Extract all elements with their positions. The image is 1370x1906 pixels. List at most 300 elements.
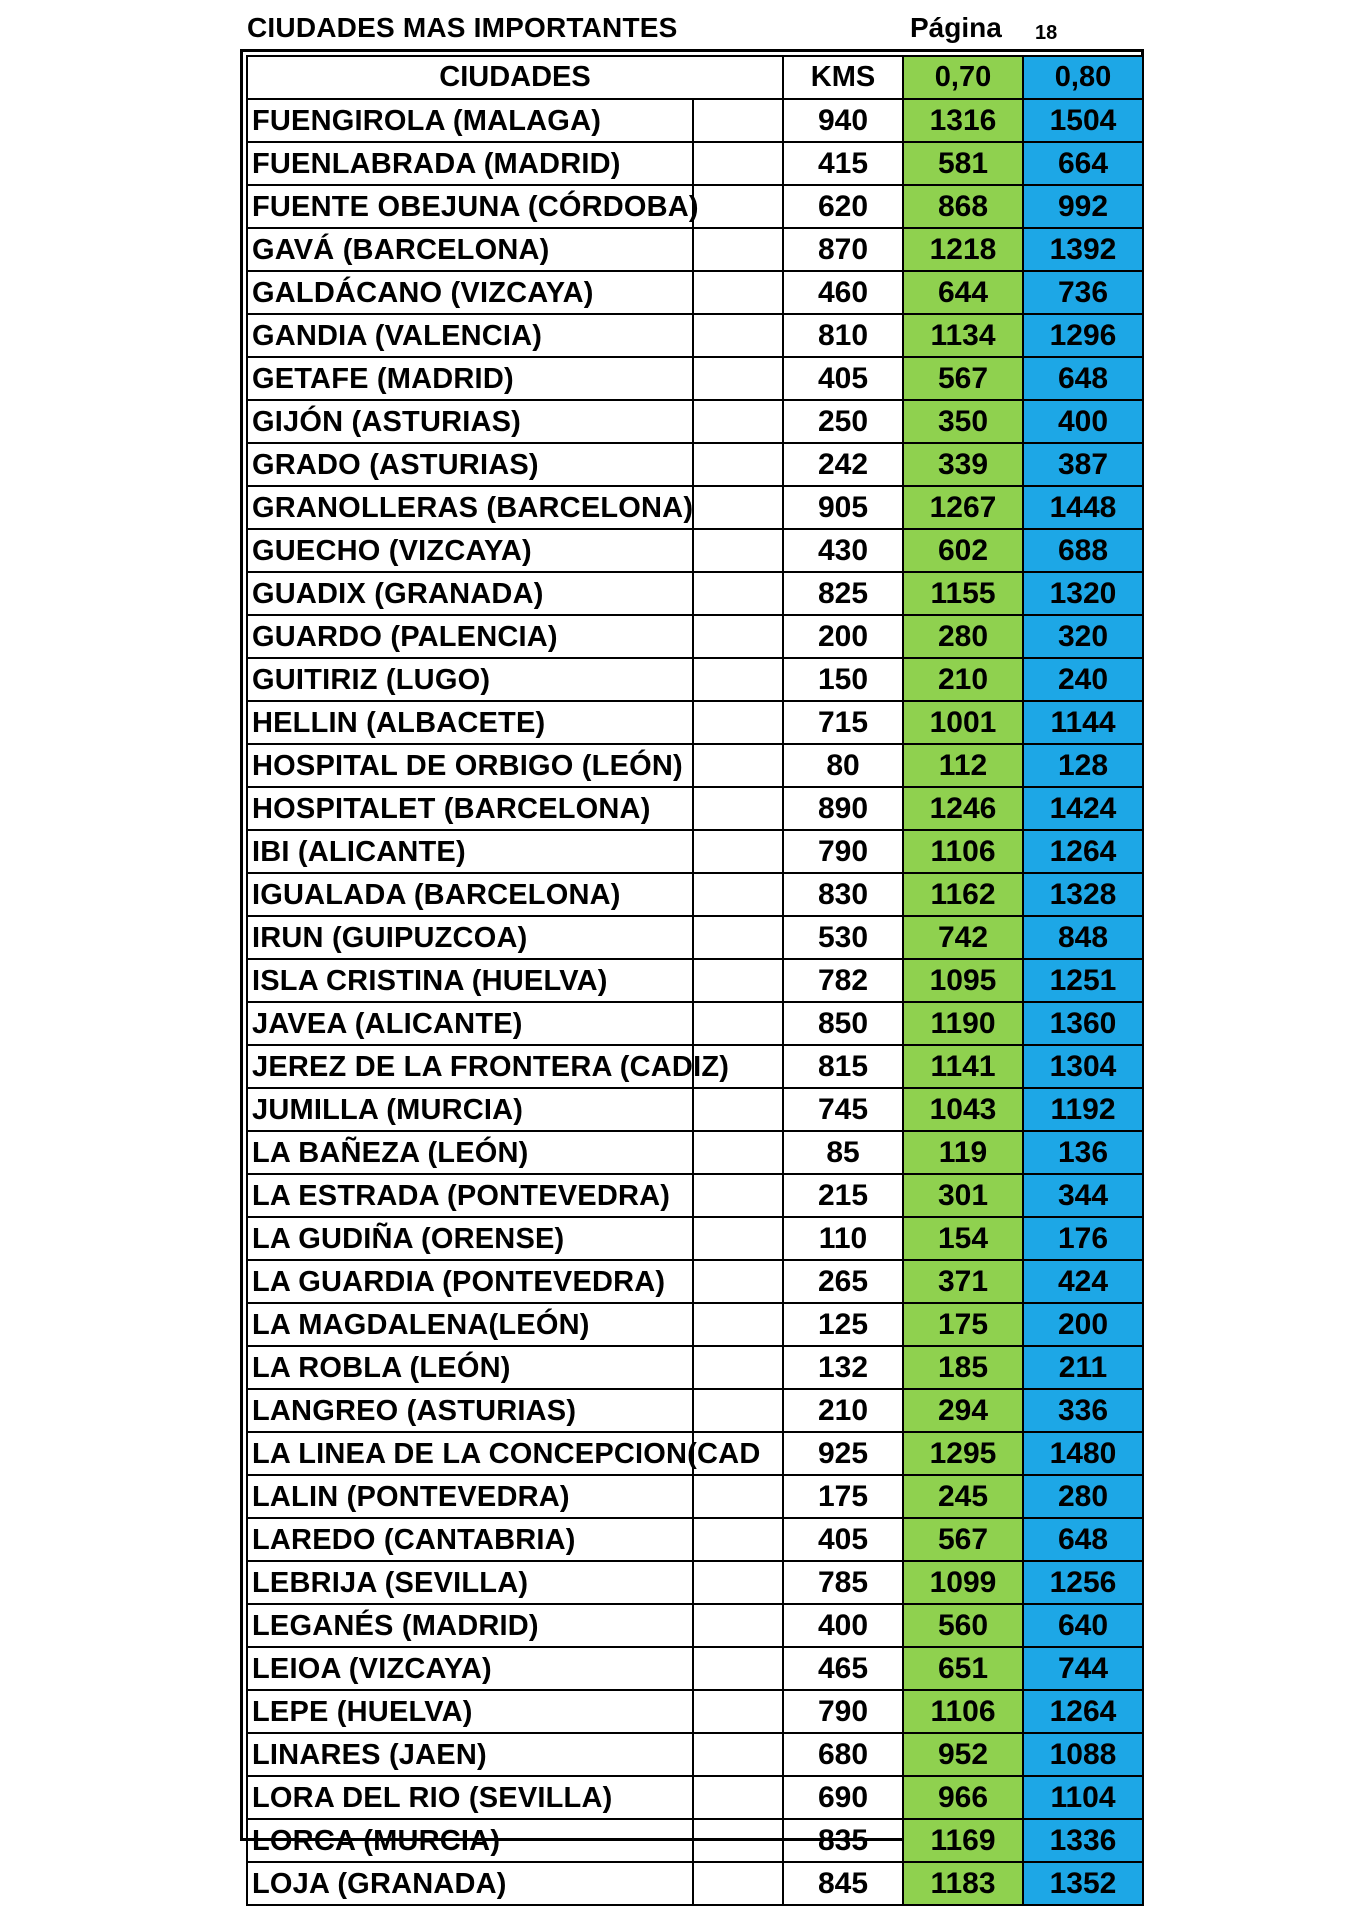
kms-cell: 845 [783, 1862, 903, 1905]
city-name: LEGANÉS (MADRID) [252, 1609, 539, 1642]
city-name: HOSPITAL DE ORBIGO (LEÓN) [252, 749, 683, 782]
rate-070-cell: 1183 [903, 1862, 1023, 1905]
city-cell [247, 1389, 693, 1432]
blank-cell [693, 959, 783, 1002]
blank-cell [693, 1733, 783, 1776]
rate-080-cell: 1480 [1023, 1432, 1143, 1475]
blank-cell [693, 1475, 783, 1518]
city-cell [247, 1647, 693, 1690]
city-cell [247, 1690, 693, 1733]
blank-cell [693, 830, 783, 873]
blank-cell [693, 357, 783, 400]
city-cell [247, 1260, 693, 1303]
blank-cell [693, 271, 783, 314]
city-cell [247, 1819, 693, 1862]
blank-cell [693, 486, 783, 529]
city-cell [247, 1131, 693, 1174]
rate-080-cell: 320 [1023, 615, 1143, 658]
rate-080-cell: 1320 [1023, 572, 1143, 615]
blank-cell [693, 142, 783, 185]
rate-080-cell: 1264 [1023, 830, 1143, 873]
table-row [247, 271, 1143, 314]
rate-070-cell: 644 [903, 271, 1023, 314]
rate-070-cell: 651 [903, 1647, 1023, 1690]
rate-080-cell: 1304 [1023, 1045, 1143, 1088]
blank-cell [693, 1088, 783, 1131]
rate-070-cell: 210 [903, 658, 1023, 701]
city-cell [247, 142, 693, 185]
city-name: HOSPITALET (BARCELONA) [252, 792, 651, 825]
city-cell [247, 1346, 693, 1389]
rate-080-cell: 1192 [1023, 1088, 1143, 1131]
city-name: GRANOLLERAS (BARCELONA) [252, 491, 694, 524]
header-kms: KMS [783, 56, 903, 99]
city-name: LALIN (PONTEVEDRA) [252, 1480, 570, 1513]
kms-cell: 460 [783, 271, 903, 314]
rate-070-cell: 371 [903, 1260, 1023, 1303]
rate-070-cell: 602 [903, 529, 1023, 572]
rate-070-cell: 301 [903, 1174, 1023, 1217]
rate-070-cell: 966 [903, 1776, 1023, 1819]
rate-080-cell: 736 [1023, 271, 1143, 314]
rate-070-cell: 1095 [903, 959, 1023, 1002]
city-cell [247, 744, 693, 787]
city-name: GIJÓN (ASTURIAS) [252, 405, 522, 438]
blank-cell [693, 1647, 783, 1690]
rate-070-cell: 1316 [903, 99, 1023, 142]
blank-cell [693, 1690, 783, 1733]
city-name: LINARES (JAEN) [252, 1738, 487, 1771]
table-row [247, 572, 1143, 615]
rate-070-cell: 1295 [903, 1432, 1023, 1475]
rate-080-cell: 1256 [1023, 1561, 1143, 1604]
table-row [247, 615, 1143, 658]
city-cell [247, 830, 693, 873]
city-cell [247, 916, 693, 959]
table-row [247, 486, 1143, 529]
blank-cell [693, 572, 783, 615]
rate-070-cell: 294 [903, 1389, 1023, 1432]
blank-cell [693, 1217, 783, 1260]
header-rate-080: 0,80 [1023, 56, 1143, 99]
city-cell [247, 1604, 693, 1647]
kms-cell: 830 [783, 873, 903, 916]
rate-070-cell: 280 [903, 615, 1023, 658]
blank-cell [693, 99, 783, 142]
kms-cell: 242 [783, 443, 903, 486]
rate-080-cell: 640 [1023, 1604, 1143, 1647]
table-row [247, 443, 1143, 486]
city-name: GUARDO (PALENCIA) [252, 620, 558, 653]
rate-070-cell: 1134 [903, 314, 1023, 357]
table-row [247, 1346, 1143, 1389]
city-cell [247, 658, 693, 701]
rate-070-cell: 245 [903, 1475, 1023, 1518]
blank-cell [693, 400, 783, 443]
table-row [247, 1862, 1143, 1905]
rate-080-cell: 387 [1023, 443, 1143, 486]
kms-cell: 825 [783, 572, 903, 615]
rate-080-cell: 664 [1023, 142, 1143, 185]
city-name: JUMILLA (MURCIA) [252, 1093, 524, 1126]
kms-cell: 620 [783, 185, 903, 228]
rate-080-cell: 136 [1023, 1131, 1143, 1174]
table-row [247, 658, 1143, 701]
blank-cell [693, 701, 783, 744]
table-row [247, 142, 1143, 185]
kms-cell: 810 [783, 314, 903, 357]
city-name: IGUALADA (BARCELONA) [252, 878, 621, 911]
city-cell [247, 1518, 693, 1561]
table-row [247, 1131, 1143, 1174]
city-name: GUITIRIZ (LUGO) [252, 663, 491, 696]
city-name: GALDÁCANO (VIZCAYA) [252, 276, 594, 309]
city-name: LANGREO (ASTURIAS) [252, 1394, 577, 1427]
rate-080-cell: 648 [1023, 1518, 1143, 1561]
table-row [247, 1174, 1143, 1217]
kms-cell: 530 [783, 916, 903, 959]
kms-cell: 415 [783, 142, 903, 185]
city-cell [247, 1475, 693, 1518]
blank-cell [693, 1561, 783, 1604]
table-row [247, 228, 1143, 271]
city-cell [247, 529, 693, 572]
table-row [247, 99, 1143, 142]
kms-cell: 790 [783, 830, 903, 873]
distance-table [246, 55, 1144, 1906]
city-cell [247, 1002, 693, 1045]
rate-080-cell: 1336 [1023, 1819, 1143, 1862]
table-row [247, 830, 1143, 873]
table-row [247, 1647, 1143, 1690]
city-cell [247, 1432, 761, 1475]
table-row [247, 400, 1143, 443]
city-cell [247, 1303, 693, 1346]
rate-080-cell: 1328 [1023, 873, 1143, 916]
blank-cell [693, 615, 783, 658]
page-header [247, 10, 1147, 50]
city-cell [247, 486, 693, 529]
city-name: GUADIX (GRANADA) [252, 577, 544, 610]
city-name: LEBRIJA (SEVILLA) [252, 1566, 529, 1599]
city-cell [247, 615, 693, 658]
blank-cell [693, 1346, 783, 1389]
city-name: LA GUARDIA (PONTEVEDRA) [252, 1265, 666, 1298]
rate-080-cell: 240 [1023, 658, 1143, 701]
kms-cell: 890 [783, 787, 903, 830]
table-row [247, 1518, 1143, 1561]
city-cell [247, 1561, 693, 1604]
city-name: FUENTE OBEJUNA (CÓRDOBA) [252, 190, 699, 223]
rate-070-cell: 1043 [903, 1088, 1023, 1131]
city-name: GETAFE (MADRID) [252, 362, 514, 395]
city-cell [247, 443, 693, 486]
blank-cell [693, 1131, 783, 1174]
kms-cell: 465 [783, 1647, 903, 1690]
city-name: LA GUDIÑA (ORENSE) [252, 1222, 565, 1255]
table-row [247, 357, 1143, 400]
city-cell [247, 271, 693, 314]
rate-080-cell: 1448 [1023, 486, 1143, 529]
rate-070-cell: 1190 [903, 1002, 1023, 1045]
table-row [247, 1260, 1143, 1303]
rate-080-cell: 1296 [1023, 314, 1143, 357]
rate-080-cell: 424 [1023, 1260, 1143, 1303]
city-name: LA BAÑEZA (LEÓN) [252, 1136, 529, 1169]
city-name: IRUN (GUIPUZCOA) [252, 921, 528, 954]
city-cell [247, 314, 693, 357]
rate-070-cell: 1218 [903, 228, 1023, 271]
table-body [247, 99, 1143, 1905]
rate-080-cell: 176 [1023, 1217, 1143, 1260]
kms-cell: 430 [783, 529, 903, 572]
city-cell [247, 787, 693, 830]
rate-070-cell: 1099 [903, 1561, 1023, 1604]
rate-080-cell: 1360 [1023, 1002, 1143, 1045]
city-cell [247, 400, 693, 443]
table-row [247, 1217, 1143, 1260]
kms-cell: 400 [783, 1604, 903, 1647]
blank-cell [693, 1389, 783, 1432]
kms-cell: 110 [783, 1217, 903, 1260]
table-row [247, 1002, 1143, 1045]
city-cell [247, 873, 693, 916]
rate-070-cell: 1106 [903, 830, 1023, 873]
kms-cell: 132 [783, 1346, 903, 1389]
kms-cell: 680 [783, 1733, 903, 1776]
kms-cell: 850 [783, 1002, 903, 1045]
kms-cell: 125 [783, 1303, 903, 1346]
rate-070-cell: 567 [903, 1518, 1023, 1561]
city-cell [247, 1733, 693, 1776]
kms-cell: 905 [783, 486, 903, 529]
rate-070-cell: 350 [903, 400, 1023, 443]
blank-cell [693, 185, 783, 228]
city-name: LA LINEA DE LA CONCEPCION(CAD [252, 1437, 761, 1470]
blank-cell [693, 873, 783, 916]
city-cell [247, 1776, 693, 1819]
city-cell [247, 1088, 693, 1131]
kms-cell: 940 [783, 99, 903, 142]
city-cell [247, 99, 693, 142]
table-row [247, 1819, 1143, 1862]
blank-cell [693, 529, 783, 572]
table-row [247, 529, 1143, 572]
rate-080-cell: 1104 [1023, 1776, 1143, 1819]
table-row [247, 1088, 1143, 1131]
table-row [247, 314, 1143, 357]
table-row [247, 1045, 1143, 1088]
city-cell [247, 1174, 693, 1217]
header-cities: CIUDADES [247, 56, 783, 99]
city-name: LEIOA (VIZCAYA) [252, 1652, 492, 1685]
blank-cell [693, 1862, 783, 1905]
table-row [247, 959, 1143, 1002]
table-row [247, 873, 1143, 916]
rate-080-cell: 211 [1023, 1346, 1143, 1389]
blank-cell [693, 443, 783, 486]
kms-cell: 785 [783, 1561, 903, 1604]
kms-cell: 925 [783, 1432, 903, 1475]
city-name: IBI (ALICANTE) [252, 835, 466, 868]
table-row [247, 1776, 1143, 1819]
city-name: FUENGIROLA (MALAGA) [252, 104, 602, 137]
blank-cell [693, 1819, 783, 1862]
city-cell [247, 959, 693, 1002]
blank-cell [693, 1604, 783, 1647]
city-cell [247, 1862, 693, 1905]
city-cell [247, 1217, 693, 1260]
blank-cell [693, 1174, 783, 1217]
rate-080-cell: 344 [1023, 1174, 1143, 1217]
blank-cell [693, 787, 783, 830]
rate-070-cell: 1267 [903, 486, 1023, 529]
city-name: LOJA (GRANADA) [252, 1867, 507, 1900]
blank-cell [693, 1303, 783, 1346]
rate-070-cell: 1106 [903, 1690, 1023, 1733]
table-row [247, 185, 1143, 228]
kms-cell: 715 [783, 701, 903, 744]
city-cell [247, 228, 693, 271]
rate-080-cell: 1352 [1023, 1862, 1143, 1905]
rate-070-cell: 1001 [903, 701, 1023, 744]
city-name: LEPE (HUELVA) [252, 1695, 473, 1728]
kms-cell: 250 [783, 400, 903, 443]
city-name: LAREDO (CANTABRIA) [252, 1523, 576, 1556]
rate-070-cell: 185 [903, 1346, 1023, 1389]
table-row [247, 1733, 1143, 1776]
rate-070-cell: 560 [903, 1604, 1023, 1647]
rate-070-cell: 112 [903, 744, 1023, 787]
city-name: FUENLABRADA (MADRID) [252, 147, 621, 180]
rate-080-cell: 1504 [1023, 99, 1143, 142]
rate-070-cell: 175 [903, 1303, 1023, 1346]
city-cell [247, 357, 693, 400]
rate-070-cell: 868 [903, 185, 1023, 228]
rate-080-cell: 1392 [1023, 228, 1143, 271]
blank-cell [693, 314, 783, 357]
rate-080-cell: 1088 [1023, 1733, 1143, 1776]
rate-080-cell: 688 [1023, 529, 1143, 572]
blank-cell [693, 228, 783, 271]
rate-070-cell: 1169 [903, 1819, 1023, 1862]
kms-cell: 745 [783, 1088, 903, 1131]
rate-070-cell: 567 [903, 357, 1023, 400]
rate-070-cell: 1162 [903, 873, 1023, 916]
kms-cell: 215 [783, 1174, 903, 1217]
kms-cell: 790 [783, 1690, 903, 1733]
rate-070-cell: 154 [903, 1217, 1023, 1260]
table-row [247, 916, 1143, 959]
header-rate-070: 0,70 [903, 56, 1023, 99]
kms-cell: 690 [783, 1776, 903, 1819]
rate-080-cell: 200 [1023, 1303, 1143, 1346]
document-title: CIUDADES MAS IMPORTANTES [247, 12, 678, 43]
rate-080-cell: 280 [1023, 1475, 1143, 1518]
table-row [247, 701, 1143, 744]
rate-080-cell: 992 [1023, 185, 1143, 228]
blank-cell [693, 1518, 783, 1561]
table-row [247, 1389, 1143, 1432]
rate-080-cell: 1424 [1023, 787, 1143, 830]
kms-cell: 175 [783, 1475, 903, 1518]
rate-070-cell: 1155 [903, 572, 1023, 615]
table-row [247, 1432, 1143, 1475]
rate-080-cell: 1251 [1023, 959, 1143, 1002]
city-cell [247, 701, 693, 744]
kms-cell: 85 [783, 1131, 903, 1174]
city-cell [247, 572, 693, 615]
city-name: ISLA CRISTINA (HUELVA) [252, 964, 608, 997]
kms-cell: 150 [783, 658, 903, 701]
rate-080-cell: 1264 [1023, 1690, 1143, 1733]
rate-080-cell: 744 [1023, 1647, 1143, 1690]
table-row [247, 787, 1143, 830]
kms-cell: 405 [783, 357, 903, 400]
city-name: HELLIN (ALBACETE) [252, 706, 546, 739]
city-name: LA ESTRADA (PONTEVEDRA) [252, 1179, 671, 1212]
blank-cell [693, 1776, 783, 1819]
table-row [247, 1561, 1143, 1604]
table-row [247, 1604, 1143, 1647]
kms-cell: 80 [783, 744, 903, 787]
page-number: 18 [1035, 22, 1058, 44]
city-name: LA ROBLA (LEÓN) [252, 1351, 511, 1384]
city-cell [247, 185, 699, 228]
city-cell [247, 1045, 730, 1088]
city-name: LA MAGDALENA(LEÓN) [252, 1308, 590, 1341]
blank-cell [693, 916, 783, 959]
city-name: GRADO (ASTURIAS) [252, 448, 539, 481]
kms-cell: 405 [783, 1518, 903, 1561]
table-row [247, 1303, 1143, 1346]
page-label: Página [910, 12, 1002, 43]
kms-cell: 265 [783, 1260, 903, 1303]
city-name: JEREZ DE LA FRONTERA (CADIZ) [252, 1050, 730, 1083]
rate-070-cell: 1246 [903, 787, 1023, 830]
table-header-row [247, 56, 1143, 99]
table-row [247, 1690, 1143, 1733]
rate-080-cell: 848 [1023, 916, 1143, 959]
city-name: LORCA (MURCIA) [252, 1824, 501, 1857]
rate-070-cell: 952 [903, 1733, 1023, 1776]
blank-cell [693, 1260, 783, 1303]
rate-070-cell: 1141 [903, 1045, 1023, 1088]
blank-cell [693, 1002, 783, 1045]
rate-080-cell: 648 [1023, 357, 1143, 400]
city-name: GAVÁ (BARCELONA) [252, 233, 550, 266]
city-name: GANDIA (VALENCIA) [252, 319, 543, 352]
blank-cell [693, 658, 783, 701]
rate-070-cell: 581 [903, 142, 1023, 185]
kms-cell: 835 [783, 1819, 903, 1862]
distance-table-frame [240, 49, 1144, 1900]
city-name: JAVEA (ALICANTE) [252, 1007, 523, 1040]
table-row [247, 744, 1143, 787]
rate-070-cell: 742 [903, 916, 1023, 959]
kms-cell: 782 [783, 959, 903, 1002]
rate-070-cell: 119 [903, 1131, 1023, 1174]
rate-080-cell: 128 [1023, 744, 1143, 787]
rate-080-cell: 1144 [1023, 701, 1143, 744]
city-name: GUECHO (VIZCAYA) [252, 534, 532, 567]
city-name: LORA DEL RIO (SEVILLA) [252, 1781, 613, 1814]
kms-cell: 210 [783, 1389, 903, 1432]
rate-080-cell: 336 [1023, 1389, 1143, 1432]
rate-080-cell: 400 [1023, 400, 1143, 443]
kms-cell: 870 [783, 228, 903, 271]
blank-cell [693, 744, 783, 787]
